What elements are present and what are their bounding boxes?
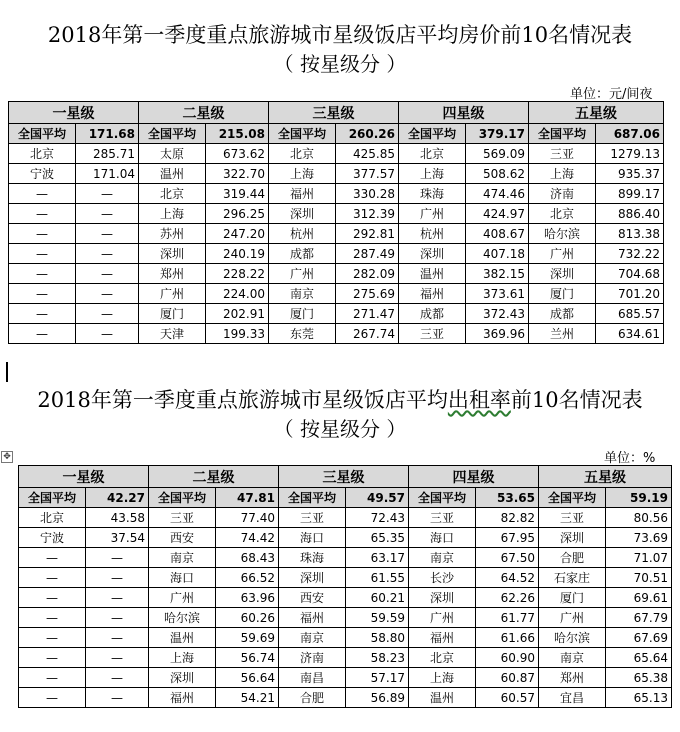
table-row — [9, 284, 664, 304]
average-value: 53.65 — [476, 488, 539, 508]
city-cell: 广州 — [409, 608, 476, 628]
city-cell: 上海 — [409, 668, 476, 688]
value-cell: 60.87 — [476, 668, 539, 688]
city-cell: 福州 — [149, 688, 216, 708]
value-cell: 228.22 — [206, 264, 269, 284]
table-row — [9, 204, 664, 224]
table-row — [9, 264, 664, 284]
city-cell: 杭州 — [399, 224, 466, 244]
value-cell: 67.50 — [476, 548, 539, 568]
average-label: 全国平均 — [139, 124, 206, 144]
value-cell: 296.25 — [206, 204, 269, 224]
value-cell: 267.74 — [336, 324, 399, 344]
city-cell: 成都 — [529, 304, 596, 324]
average-label: 全国平均 — [529, 124, 596, 144]
value-cell: — — [86, 628, 149, 648]
value-cell: 59.59 — [346, 608, 409, 628]
table-row — [9, 244, 664, 264]
value-cell: 37.54 — [86, 528, 149, 548]
table2-unit: 单位：% — [604, 451, 656, 466]
city-cell: 深圳 — [149, 668, 216, 688]
value-cell: 57.17 — [346, 668, 409, 688]
city-cell: 珠海 — [399, 184, 466, 204]
value-cell: 312.39 — [336, 204, 399, 224]
city-cell: — — [9, 324, 76, 344]
value-cell: 701.20 — [596, 284, 664, 304]
value-cell: 634.61 — [596, 324, 664, 344]
star-level-header: 三星级 — [279, 466, 409, 488]
city-cell: 天津 — [139, 324, 206, 344]
table-row — [19, 548, 672, 568]
city-cell: — — [19, 568, 86, 588]
value-cell: 673.62 — [206, 144, 269, 164]
average-label: 全国平均 — [149, 488, 216, 508]
city-cell: 哈尔滨 — [539, 628, 606, 648]
city-cell: 太原 — [139, 144, 206, 164]
city-cell: 郑州 — [539, 668, 606, 688]
city-cell: 西安 — [149, 528, 216, 548]
value-cell: 67.79 — [606, 608, 672, 628]
city-cell: 东莞 — [269, 324, 336, 344]
value-cell: — — [76, 224, 139, 244]
value-cell: 275.69 — [336, 284, 399, 304]
table-row — [19, 528, 672, 548]
value-cell: 56.89 — [346, 688, 409, 708]
average-label: 全国平均 — [9, 124, 76, 144]
city-cell: 福州 — [399, 284, 466, 304]
value-cell: 60.90 — [476, 648, 539, 668]
header-row — [9, 102, 664, 124]
city-cell: 南昌 — [279, 668, 346, 688]
city-cell: — — [19, 588, 86, 608]
value-cell: 704.68 — [596, 264, 664, 284]
value-cell: 82.82 — [476, 508, 539, 528]
value-cell: 67.95 — [476, 528, 539, 548]
table-row — [9, 304, 664, 324]
value-cell: 199.33 — [206, 324, 269, 344]
value-cell: — — [86, 668, 149, 688]
table2-title-part-b: 出租率 — [447, 388, 511, 412]
value-cell: 72.43 — [346, 508, 409, 528]
city-cell: 兰州 — [529, 324, 596, 344]
city-cell: 温州 — [399, 264, 466, 284]
city-cell: — — [19, 548, 86, 568]
city-cell: 三亚 — [149, 508, 216, 528]
city-cell: 成都 — [269, 244, 336, 264]
value-cell: 71.07 — [606, 548, 672, 568]
value-cell: 74.42 — [216, 528, 279, 548]
city-cell: 深圳 — [529, 264, 596, 284]
city-cell: 宁波 — [19, 528, 86, 548]
city-cell: 长沙 — [409, 568, 476, 588]
value-cell: 319.44 — [206, 184, 269, 204]
city-cell: 合肥 — [279, 688, 346, 708]
value-cell: 70.51 — [606, 568, 672, 588]
value-cell: 77.40 — [216, 508, 279, 528]
city-cell: 杭州 — [269, 224, 336, 244]
city-cell: 宜昌 — [539, 688, 606, 708]
value-cell: 61.55 — [346, 568, 409, 588]
value-cell: 58.23 — [346, 648, 409, 668]
city-cell: 福州 — [279, 608, 346, 628]
table-row — [19, 568, 672, 588]
table2-title-part-c: 前10名情况表 — [510, 388, 643, 412]
city-cell: 北京 — [269, 144, 336, 164]
value-cell: — — [86, 588, 149, 608]
value-cell: 240.19 — [206, 244, 269, 264]
city-cell: 南京 — [539, 648, 606, 668]
value-cell: 285.71 — [76, 144, 139, 164]
value-cell: 813.38 — [596, 224, 664, 244]
city-cell: 三亚 — [409, 508, 476, 528]
city-cell: 广州 — [399, 204, 466, 224]
table-row — [19, 608, 672, 628]
average-label: 全国平均 — [269, 124, 336, 144]
value-cell: 65.35 — [346, 528, 409, 548]
value-cell: — — [76, 264, 139, 284]
value-cell: 1279.13 — [596, 144, 664, 164]
value-cell: 60.26 — [216, 608, 279, 628]
value-cell: 65.13 — [606, 688, 672, 708]
city-cell: 海口 — [149, 568, 216, 588]
star-level-header: 五星级 — [539, 466, 672, 488]
city-cell: 西安 — [279, 588, 346, 608]
city-cell: 北京 — [409, 648, 476, 668]
value-cell: 886.40 — [596, 204, 664, 224]
star-level-header: 四星级 — [409, 466, 539, 488]
city-cell: 温州 — [409, 688, 476, 708]
value-cell: 330.28 — [336, 184, 399, 204]
table-row — [19, 648, 672, 668]
value-cell: 292.81 — [336, 224, 399, 244]
city-cell: — — [19, 668, 86, 688]
star-level-header: 二星级 — [139, 102, 269, 124]
value-cell: 61.77 — [476, 608, 539, 628]
city-cell: 宁波 — [9, 164, 76, 184]
value-cell: — — [76, 244, 139, 264]
city-cell: 南京 — [409, 548, 476, 568]
table1-subtitle: （ 按星级分 ） — [273, 52, 407, 76]
value-cell: 282.09 — [336, 264, 399, 284]
value-cell: 171.04 — [76, 164, 139, 184]
value-cell: 67.69 — [606, 628, 672, 648]
city-cell: — — [19, 608, 86, 628]
city-cell: 深圳 — [409, 588, 476, 608]
city-cell: 广州 — [139, 284, 206, 304]
table2-title — [0, 387, 680, 413]
table-row — [9, 144, 664, 164]
city-cell: 南京 — [269, 284, 336, 304]
value-cell: 372.43 — [466, 304, 529, 324]
value-cell: — — [86, 608, 149, 628]
value-cell: — — [76, 204, 139, 224]
value-cell: 64.52 — [476, 568, 539, 588]
value-cell: 59.69 — [216, 628, 279, 648]
average-value: 171.68 — [76, 124, 139, 144]
value-cell: 685.57 — [596, 304, 664, 324]
room-price-table — [8, 101, 664, 344]
city-cell: — — [9, 224, 76, 244]
city-cell: 济南 — [279, 648, 346, 668]
average-value: 59.19 — [606, 488, 672, 508]
city-cell: 海口 — [409, 528, 476, 548]
value-cell: 508.62 — [466, 164, 529, 184]
table1-unit: 单位：元/间夜 — [570, 87, 653, 102]
city-cell: 广州 — [529, 244, 596, 264]
value-cell: 43.58 — [86, 508, 149, 528]
city-cell: 深圳 — [539, 528, 606, 548]
value-cell: 202.91 — [206, 304, 269, 324]
average-label: 全国平均 — [399, 124, 466, 144]
average-label: 全国平均 — [279, 488, 346, 508]
value-cell: 58.80 — [346, 628, 409, 648]
city-cell: 北京 — [19, 508, 86, 528]
city-cell: 上海 — [269, 164, 336, 184]
value-cell: — — [86, 648, 149, 668]
value-cell: 732.22 — [596, 244, 664, 264]
city-cell: 北京 — [139, 184, 206, 204]
city-cell: 上海 — [149, 648, 216, 668]
value-cell: — — [86, 548, 149, 568]
city-cell: 合肥 — [539, 548, 606, 568]
average-label: 全国平均 — [539, 488, 606, 508]
value-cell: 408.67 — [466, 224, 529, 244]
city-cell: 三亚 — [279, 508, 346, 528]
average-value: 49.57 — [346, 488, 409, 508]
city-cell: 上海 — [139, 204, 206, 224]
value-cell: 287.49 — [336, 244, 399, 264]
value-cell: 54.21 — [216, 688, 279, 708]
city-cell: 深圳 — [399, 244, 466, 264]
city-cell: 广州 — [269, 264, 336, 284]
table2-title-part-a: 2018年第一季度重点旅游城市星级饭店平均 — [37, 388, 448, 412]
value-cell: 56.64 — [216, 668, 279, 688]
table-row — [9, 164, 664, 184]
value-cell: — — [76, 284, 139, 304]
table-row — [9, 224, 664, 244]
value-cell: — — [76, 324, 139, 344]
city-cell: 温州 — [139, 164, 206, 184]
value-cell: 425.85 — [336, 144, 399, 164]
value-cell: 382.15 — [466, 264, 529, 284]
city-cell: — — [19, 688, 86, 708]
city-cell: 广州 — [539, 608, 606, 628]
table-row — [19, 688, 672, 708]
value-cell: 899.17 — [596, 184, 664, 204]
value-cell: 61.66 — [476, 628, 539, 648]
value-cell: 68.43 — [216, 548, 279, 568]
city-cell: — — [19, 648, 86, 668]
value-cell: — — [76, 184, 139, 204]
value-cell: 373.61 — [466, 284, 529, 304]
star-level-header: 一星级 — [9, 102, 139, 124]
city-cell: 珠海 — [279, 548, 346, 568]
city-cell: 三亚 — [529, 144, 596, 164]
value-cell: 63.96 — [216, 588, 279, 608]
city-cell: — — [9, 284, 76, 304]
city-cell: 济南 — [529, 184, 596, 204]
city-cell: 广州 — [149, 588, 216, 608]
value-cell: 66.52 — [216, 568, 279, 588]
city-cell: 温州 — [149, 628, 216, 648]
value-cell: 569.09 — [466, 144, 529, 164]
city-cell: 哈尔滨 — [529, 224, 596, 244]
value-cell: 73.69 — [606, 528, 672, 548]
table-move-handle-icon[interactable]: ✥ — [1, 451, 13, 463]
city-cell: 深圳 — [269, 204, 336, 224]
city-cell: 苏州 — [139, 224, 206, 244]
city-cell: 海口 — [279, 528, 346, 548]
city-cell: — — [9, 264, 76, 284]
city-cell: — — [9, 244, 76, 264]
average-value: 42.27 — [86, 488, 149, 508]
city-cell: 上海 — [399, 164, 466, 184]
city-cell: 哈尔滨 — [149, 608, 216, 628]
city-cell: 北京 — [9, 144, 76, 164]
city-cell: 福州 — [269, 184, 336, 204]
average-value: 47.81 — [216, 488, 279, 508]
city-cell: — — [9, 204, 76, 224]
city-cell: 深圳 — [279, 568, 346, 588]
value-cell: 474.46 — [466, 184, 529, 204]
city-cell: 三亚 — [399, 324, 466, 344]
city-cell: 上海 — [529, 164, 596, 184]
city-cell: 厦门 — [139, 304, 206, 324]
table-row — [9, 324, 664, 344]
city-cell: 北京 — [529, 204, 596, 224]
value-cell: 407.18 — [466, 244, 529, 264]
star-level-header: 五星级 — [529, 102, 664, 124]
city-cell: — — [9, 304, 76, 324]
city-cell: 成都 — [399, 304, 466, 324]
value-cell: 322.70 — [206, 164, 269, 184]
city-cell: 厦门 — [269, 304, 336, 324]
value-cell: 377.57 — [336, 164, 399, 184]
city-cell: 郑州 — [139, 264, 206, 284]
average-value: 379.17 — [466, 124, 529, 144]
value-cell: 63.17 — [346, 548, 409, 568]
value-cell: 935.37 — [596, 164, 664, 184]
star-level-header: 四星级 — [399, 102, 529, 124]
value-cell: 224.00 — [206, 284, 269, 304]
occupancy-rate-table — [18, 465, 672, 708]
value-cell: 65.64 — [606, 648, 672, 668]
value-cell: — — [76, 304, 139, 324]
city-cell: 三亚 — [539, 508, 606, 528]
value-cell: — — [86, 688, 149, 708]
value-cell: 69.61 — [606, 588, 672, 608]
table-row — [19, 508, 672, 528]
national-average-row — [19, 488, 672, 508]
city-cell: 厦门 — [539, 588, 606, 608]
value-cell: 65.38 — [606, 668, 672, 688]
city-cell: 南京 — [279, 628, 346, 648]
value-cell: — — [86, 568, 149, 588]
average-label: 全国平均 — [409, 488, 476, 508]
value-cell: 424.97 — [466, 204, 529, 224]
value-cell: 369.96 — [466, 324, 529, 344]
average-label: 全国平均 — [19, 488, 86, 508]
value-cell: 56.74 — [216, 648, 279, 668]
city-cell: — — [9, 184, 76, 204]
city-cell: 深圳 — [139, 244, 206, 264]
value-cell: 60.21 — [346, 588, 409, 608]
city-cell: 石家庄 — [539, 568, 606, 588]
average-value: 687.06 — [596, 124, 664, 144]
star-level-header: 三星级 — [269, 102, 399, 124]
table-row — [19, 588, 672, 608]
value-cell: 247.20 — [206, 224, 269, 244]
city-cell: 厦门 — [529, 284, 596, 304]
table1-title: 2018年第一季度重点旅游城市星级饭店平均房价前10名情况表 — [47, 23, 633, 47]
table2-subtitle: （ 按星级分 ） — [273, 417, 407, 441]
national-average-row — [9, 124, 664, 144]
average-value: 260.26 — [336, 124, 399, 144]
value-cell: 80.56 — [606, 508, 672, 528]
table-row — [9, 184, 664, 204]
city-cell: — — [19, 628, 86, 648]
city-cell: 福州 — [409, 628, 476, 648]
star-level-header: 二星级 — [149, 466, 279, 488]
star-level-header: 一星级 — [19, 466, 149, 488]
city-cell: 北京 — [399, 144, 466, 164]
value-cell: 62.26 — [476, 588, 539, 608]
value-cell: 271.47 — [336, 304, 399, 324]
value-cell: 60.57 — [476, 688, 539, 708]
table-row — [19, 628, 672, 648]
text-cursor — [6, 362, 8, 382]
table-row — [19, 668, 672, 688]
city-cell: 南京 — [149, 548, 216, 568]
header-row — [19, 466, 672, 488]
average-value: 215.08 — [206, 124, 269, 144]
